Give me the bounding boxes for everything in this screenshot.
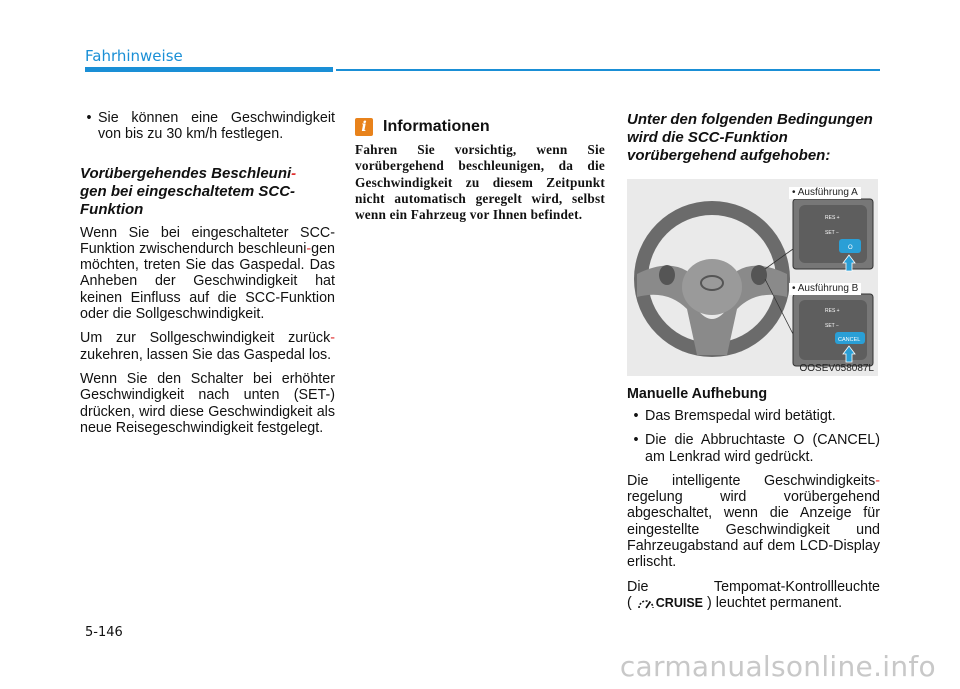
bullet-dot: • (86, 110, 92, 126)
svg-text:CANCEL: CANCEL (838, 337, 861, 343)
wheel-hub-icon (682, 259, 742, 315)
bullet-dot: • (633, 408, 639, 424)
list-item (80, 110, 335, 143)
res-label: RES + (825, 215, 840, 221)
header-rule-thick (85, 67, 333, 72)
list-item (627, 408, 880, 424)
cruise-line: ( CRUISE ) leuchtet permanent. (627, 594, 843, 611)
info-header (355, 118, 605, 136)
bullet-dot: • (633, 432, 639, 449)
cruise-indicator (636, 595, 703, 611)
column-right (627, 110, 880, 611)
figure-code: OOSEV058087L (799, 363, 874, 374)
steering-wheel-illustration (627, 179, 878, 376)
bullet-text: Die die Abbruchtaste O (CANCEL) am Lenkrad wird gedrückt. (645, 432, 880, 465)
column-middle (355, 110, 605, 223)
cruise-label: CRUISE (655, 595, 703, 610)
bullet-text: Das Bremspedal wird betätigt. (645, 408, 836, 424)
paragraph: Die intelligente Geschwindigkeits-regelung wird vorübergehend abgeschaltet, wenn die Anzeige für eingestellte Geschwindigkeit und Fahrzeugabstand auf dem LCD-Display erlischt. (627, 472, 880, 571)
bullet-text: Sie können eine Geschwindigkeit von bis zu 30 km/h festlegen. (98, 110, 335, 143)
set-label: SET − (825, 230, 839, 236)
variant-a-label: • Ausführung A (789, 187, 861, 199)
speedometer-icon (636, 596, 656, 610)
header-rule-thin (336, 69, 880, 71)
list-item (627, 432, 880, 465)
info-title: Informationen (383, 118, 490, 135)
paragraph: Die Tempomat-Kontrollleuchte (627, 578, 880, 595)
section-heading: Vorübergehendes Beschleuni- gen bei eingeschaltetem SCC-Funktion (80, 164, 297, 218)
column-left (80, 110, 335, 444)
section-title: Fahrhinweise (85, 47, 183, 65)
svg-text:RES +: RES + (825, 308, 840, 314)
steering-wheel-figure (627, 179, 878, 376)
svg-text:O: O (848, 245, 853, 251)
svg-text:SET −: SET − (825, 323, 839, 329)
info-text: Fahren Sie vorsichtig, wenn Sie vorübergehend beschleunigen, da die Geschwindigkeit zu diesem Zeitpunkt nicht automatisch geregelt wird, selbst wenn ein Fahrzeug vor Ihnen befindet. (355, 142, 605, 223)
watermark: carmanualsonline.info (619, 650, 936, 683)
subheading: Manuelle Aufhebung (627, 386, 768, 402)
section-heading: Unter den folgenden Bedingungen wird die SCC-Funktion vorübergehend aufgehoben: (627, 111, 873, 164)
page-number: 5-146 (85, 625, 123, 640)
info-icon: i (355, 118, 373, 136)
paragraph: Wenn Sie den Schalter bei erhöhter Geschwindigkeit nach unten (SET-) drücken, wird diese Geschwindigkeit als neue Reisegeschwindigkeit festgelegt. (80, 370, 335, 436)
paragraph: Wenn Sie bei eingeschalteter SCC-Funktion zwischendurch beschleuni-gen möchten, treten Sie das Gaspedal. Das Anheben der Geschwindigkeit hat keinen Einfluss auf die SCC-Funktion oder die Sollgeschwindigkeit. (80, 224, 335, 323)
paragraph: Um zur Sollgeschwindigkeit zurück-zukehren, lassen Sie das Gaspedal los. (80, 330, 335, 363)
variant-b-label: • Ausführung B (789, 283, 861, 295)
